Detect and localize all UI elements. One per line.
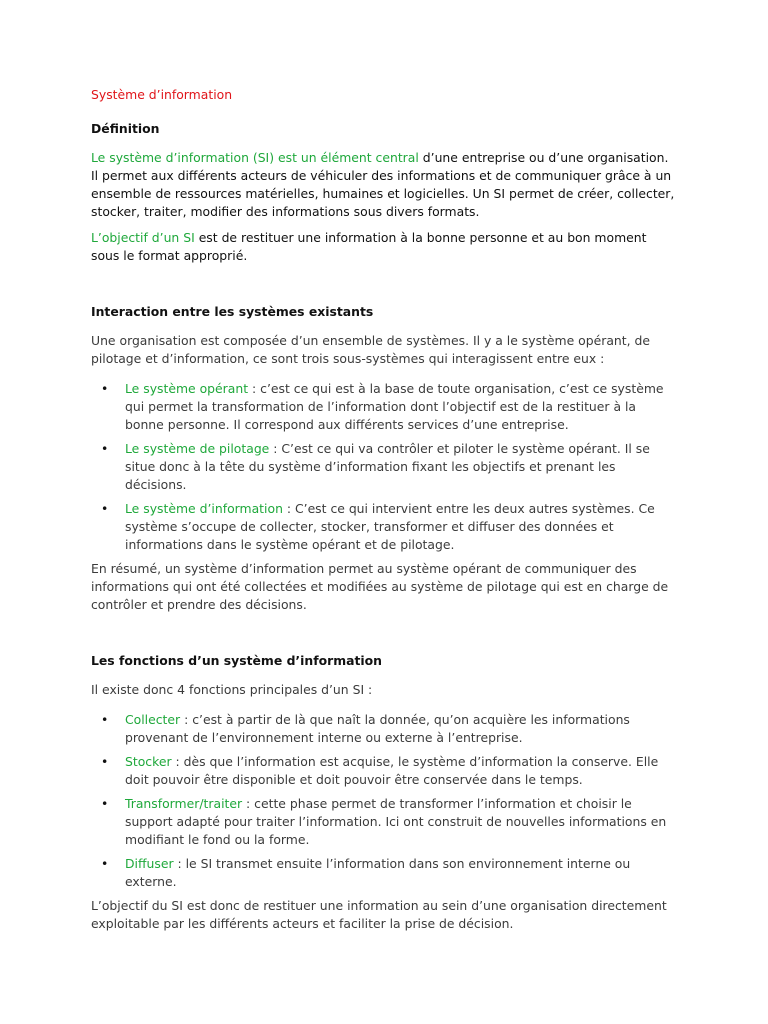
list-item-term: Stocker — [125, 754, 172, 769]
list-item-text: : C’est ce qui va contrôler et piloter le système opérant. Il se situe donc à la tête du système d’information fixant les objectifs et prenant les décisions. — [125, 441, 650, 492]
list-item-term: Collecter — [125, 712, 181, 727]
list-item — [91, 753, 678, 789]
functions-list — [91, 711, 678, 891]
definition-p2-text: est de restituer une information à la bonne personne et au bon moment sous le format approprié. — [91, 230, 647, 263]
list-item — [91, 380, 678, 434]
interaction-list — [91, 380, 678, 554]
list-item — [91, 855, 678, 891]
bullet-icon: • — [101, 856, 109, 871]
bullet-icon: • — [101, 796, 109, 811]
definition-paragraph-1 — [91, 149, 678, 221]
list-item-text: : dès que l’information est acquise, le système d’information la conserve. Elle doit pouvoir être disponible et doit pouvoir être conservée dans le temps. — [125, 754, 659, 787]
definition-heading: Définition — [91, 121, 160, 136]
list-item-term: Diffuser — [125, 856, 174, 871]
functions-conclusion: L’objectif du SI est donc de restituer une information au sein d’une organisation directement exploitable par les différents acteurs et faciliter la prise de décision. — [91, 898, 667, 931]
section-spacer — [91, 273, 678, 303]
definition-p1-text: d’une entreprise ou d’une organisation. Il permet aux différents acteurs de véhiculer des informations et de communiquer grâce à un ensemble de ressources matérielles, humaines et logicielles. Un SI permet de créer, collecter, stocker, traiter, modifier des informations sous divers formats. — [91, 150, 675, 219]
bullet-icon: • — [101, 501, 109, 516]
bullet-icon: • — [101, 441, 109, 456]
interaction-intro: Une organisation est composée d’un ensemble de systèmes. Il y a le système opérant, de pilotage et d’information, ce sont trois sous-systèmes qui interagissent entre eux : — [91, 333, 650, 366]
interaction-summary: En résumé, un système d’information permet au système opérant de communiquer des informations qui ont été collectées et modifiées au système de pilotage qui est en charge de contrôler et prendre des décisions. — [91, 561, 669, 612]
functions-heading: Les fonctions d’un système d’information — [91, 653, 382, 668]
definition-paragraph-2 — [91, 229, 678, 265]
list-item-text: : c’est à partir de là que naît la donnée, qu’on acquière les informations provenant de l’environnement interne ou externe à l’entreprise. — [125, 712, 630, 745]
functions-intro: Il existe donc 4 fonctions principales d’un SI : — [91, 682, 373, 697]
definition-p2-highlight: L’objectif d’un SI — [91, 230, 195, 245]
bullet-icon: • — [101, 381, 109, 396]
list-item — [91, 711, 678, 747]
list-item-term: Le système de pilotage — [125, 441, 270, 456]
list-item-text: : le SI transmet ensuite l’information dans son environnement interne ou externe. — [125, 856, 631, 889]
list-item-term: Le système opérant — [125, 381, 249, 396]
bullet-icon: • — [101, 712, 109, 727]
list-item-term: Transformer/traiter — [125, 796, 243, 811]
bullet-icon: • — [101, 754, 109, 769]
list-item-text: : cette phase permet de transformer l’information et choisir le support adapté pour traiter l’information. Ici ont construit de nouvelles informations en modifiant le fond ou la forme. — [125, 796, 667, 847]
list-item-text: : c’est ce qui est à la base de toute organisation, c’est ce système qui permet la transformation de l’information dont l’objectif est de la restituer à la bonne personne. Il correspond aux différents services d’une entreprise. — [125, 381, 664, 432]
list-item — [91, 500, 678, 554]
interaction-heading: Interaction entre les systèmes existants — [91, 304, 374, 319]
definition-p1-highlight: Le système d’information (SI) est un élément central — [91, 150, 419, 165]
section-spacer — [91, 622, 678, 652]
list-item-term: Le système d’information — [125, 501, 283, 516]
list-item-text: : C’est ce qui intervient entre les deux autres systèmes. Ce système s’occupe de collecter, stocker, transformer et diffuser des données et informations dans le système opérant et de pilotage. — [125, 501, 655, 552]
list-item — [91, 795, 678, 849]
list-item — [91, 440, 678, 494]
document-title: Système d’information — [91, 87, 233, 102]
